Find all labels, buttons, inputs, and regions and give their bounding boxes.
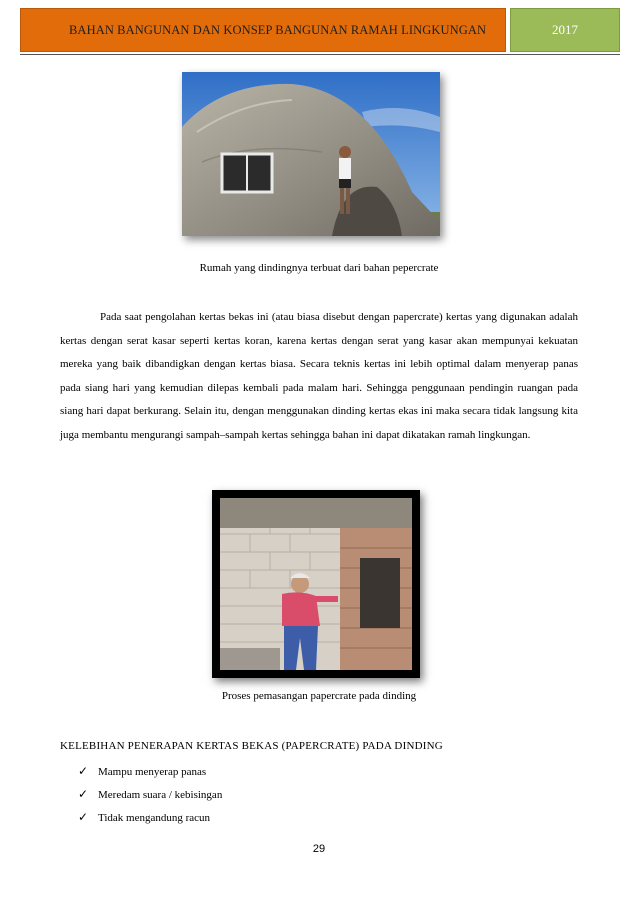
photo-papercrate-house bbox=[182, 72, 440, 236]
figure-caption-1: Rumah yang dindingnya terbuat dari bahan pepercrate bbox=[199, 262, 439, 274]
papercrate-installation-image bbox=[220, 498, 412, 670]
checkmark-icon: ✓ bbox=[78, 810, 89, 824]
photo-papercrate-installation bbox=[212, 490, 420, 678]
page-number: 29 bbox=[312, 843, 326, 855]
list-item bbox=[78, 783, 222, 806]
list-item-text: Mampu menyerap panas bbox=[98, 765, 207, 778]
checkmark-icon: ✓ bbox=[78, 764, 89, 778]
header-year: 2017 bbox=[510, 8, 620, 52]
list-item bbox=[78, 760, 222, 783]
list-item bbox=[78, 806, 222, 829]
page-header bbox=[20, 8, 620, 52]
section-heading: KELEBIHAN PENERAPAN KERTAS BEKAS (PAPERCRATE) PADA DINDING bbox=[60, 740, 443, 752]
header-divider bbox=[20, 54, 620, 55]
figure-caption-2: Proses pemasangan papercrate pada dinding bbox=[221, 690, 417, 702]
list-item-text: Tidak mengandung racun bbox=[98, 811, 211, 824]
checkmark-icon: ✓ bbox=[78, 787, 89, 801]
list-item-text: Meredam suara / kebisingan bbox=[98, 788, 223, 801]
body-paragraph: Pada saat pengolahan kertas bekas ini (atau biasa disebut dengan papercrate) kertas yang digunakan adalah kertas dengan serat kasar seperti kertas koran, karena kertas dengan serat yang kasar akan mempunyai kekuatan mereka yang baik dibandigkan dengan kertas biasa. Secara teknis kertas ini lebih optimal dalam menyerap panas pada siang hari yang kemudian dilepas kembali pada malam hari. Sehingga penggunaan pendingin ruangan pada siang hari dapat berkurang. Selain itu, dengan menggunakan dinding kertas ekas ini maka secara tidak langsung kita juga membantu mengurangi sampah–sampah kertas sehingga bahan ini dapat dikatakan ramah lingkungan. bbox=[60, 311, 578, 441]
papercrate-house-image bbox=[182, 72, 440, 236]
advantages-list bbox=[78, 760, 222, 829]
header-title: BAHAN BANGUNAN DAN KONSEP BANGUNAN RAMAH LINGKUNGAN bbox=[20, 8, 506, 52]
